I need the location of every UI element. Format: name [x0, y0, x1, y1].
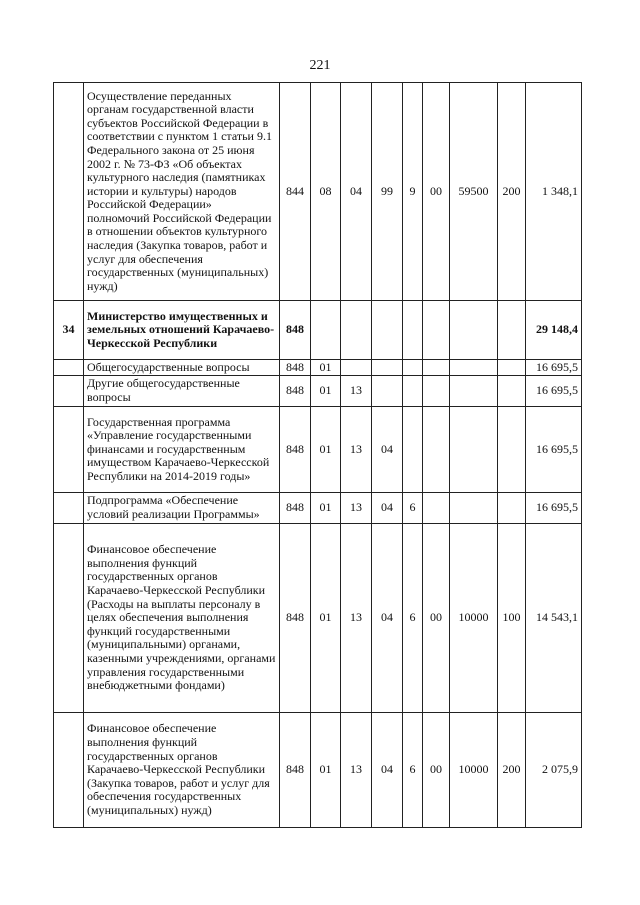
expense-type-code — [498, 493, 526, 524]
subprogram-code: 9 — [403, 83, 423, 301]
table-row — [54, 360, 582, 376]
subprogram-code — [403, 360, 423, 376]
section-code: 01 — [311, 376, 341, 407]
subprogram-code: 6 — [403, 493, 423, 524]
budget-table — [53, 82, 582, 828]
subsection-code: 13 — [341, 407, 372, 493]
row-sum: 2 075,9 — [526, 713, 582, 828]
row-number — [54, 493, 84, 524]
row-number — [54, 360, 84, 376]
section-code — [311, 301, 341, 360]
direction-code: 00 — [423, 83, 450, 301]
ministry-code: 848 — [280, 524, 311, 713]
direction-code: 00 — [423, 713, 450, 828]
ministry-code: 848 — [280, 493, 311, 524]
expense-type-code: 100 — [498, 524, 526, 713]
program-code — [372, 301, 403, 360]
subsection-code — [341, 360, 372, 376]
expense-code: 59500 — [450, 83, 498, 301]
row-number — [54, 83, 84, 301]
table-row — [54, 407, 582, 493]
expense-type-code — [498, 376, 526, 407]
table-row — [54, 493, 582, 524]
section-code: 01 — [311, 713, 341, 828]
expense-code — [450, 493, 498, 524]
ministry-code: 848 — [280, 713, 311, 828]
row-sum: 16 695,5 — [526, 376, 582, 407]
row-name: Другие общегосударственные вопросы — [84, 376, 280, 407]
row-number — [54, 407, 84, 493]
ministry-code: 848 — [280, 376, 311, 407]
ministry-code: 848 — [280, 360, 311, 376]
row-name: Государственная программа «Управление государственными финансами и государственным имуществом Карачаево-Черкесской Республики на 2014-2019 годы» — [84, 407, 280, 493]
expense-code — [450, 360, 498, 376]
page-number: 221 — [309, 58, 331, 73]
program-code: 99 — [372, 83, 403, 301]
section-code: 01 — [311, 360, 341, 376]
row-number: 34 — [54, 301, 84, 360]
row-sum: 14 543,1 — [526, 524, 582, 713]
row-sum: 16 695,5 — [526, 493, 582, 524]
program-code — [372, 360, 403, 376]
subsection-code: 13 — [341, 713, 372, 828]
program-code: 04 — [372, 407, 403, 493]
row-sum: 1 348,1 — [526, 83, 582, 301]
direction-code: 00 — [423, 524, 450, 713]
ministry-code: 848 — [280, 407, 311, 493]
row-sum: 29 148,4 — [526, 301, 582, 360]
row-name: Министерство имущественных и земельных отношений Карачаево-Черкесской Республики — [84, 301, 280, 360]
subprogram-code — [403, 407, 423, 493]
direction-code — [423, 376, 450, 407]
expense-type-code — [498, 407, 526, 493]
row-sum: 16 695,5 — [526, 360, 582, 376]
table-row — [54, 376, 582, 407]
section-code: 08 — [311, 83, 341, 301]
subprogram-code: 6 — [403, 524, 423, 713]
expense-type-code — [498, 301, 526, 360]
direction-code — [423, 301, 450, 360]
expense-type-code: 200 — [498, 713, 526, 828]
expense-type-code: 200 — [498, 83, 526, 301]
section-code: 01 — [311, 493, 341, 524]
subsection-code — [341, 301, 372, 360]
direction-code — [423, 407, 450, 493]
expense-code — [450, 376, 498, 407]
table-row — [54, 713, 582, 828]
expense-code — [450, 407, 498, 493]
row-name: Финансовое обеспечение выполнения функций государственных органов Карачаево-Черкесской Республики (Расходы на выплаты персоналу в целях обеспечения выполнения функций государственными (муниципальными) органами, казенными учреждениями, органами управления государственными внебюджетными фондами) — [84, 524, 280, 713]
section-code: 01 — [311, 524, 341, 713]
row-sum: 16 695,5 — [526, 407, 582, 493]
ministry-code: 848 — [280, 301, 311, 360]
table-row — [54, 301, 582, 360]
direction-code — [423, 360, 450, 376]
table-row — [54, 83, 582, 301]
program-code: 04 — [372, 524, 403, 713]
expense-code — [450, 301, 498, 360]
subprogram-code: 6 — [403, 713, 423, 828]
subsection-code: 13 — [341, 524, 372, 713]
row-number — [54, 524, 84, 713]
subsection-code: 04 — [341, 83, 372, 301]
subsection-code: 13 — [341, 376, 372, 407]
direction-code — [423, 493, 450, 524]
row-name: Подпрограмма «Обеспечение условий реализации Программы» — [84, 493, 280, 524]
row-number — [54, 376, 84, 407]
subprogram-code — [403, 376, 423, 407]
row-number — [54, 713, 84, 828]
subprogram-code — [403, 301, 423, 360]
table-row — [54, 524, 582, 713]
expense-code: 10000 — [450, 713, 498, 828]
program-code: 04 — [372, 493, 403, 524]
subsection-code: 13 — [341, 493, 372, 524]
row-name: Осуществление переданных органам государственной власти субъектов Российской Федерации в соответствии с пунктом 1 статьи 9.1 Федерального закона от 25 июня 2002 г. № 73-ФЗ «Об объектах культурного наследия (памятниках истории и культуры) народов Российской Федерации» полномочий Российской Федерации в отношении объектов культурного наследия (Закупка товаров, работ и услуг для обеспечения государственных (муниципальных) нужд) — [84, 83, 280, 301]
program-code: 04 — [372, 713, 403, 828]
ministry-code: 844 — [280, 83, 311, 301]
program-code — [372, 376, 403, 407]
expense-code: 10000 — [450, 524, 498, 713]
expense-type-code — [498, 360, 526, 376]
section-code: 01 — [311, 407, 341, 493]
row-name: Финансовое обеспечение выполнения функций государственных органов Карачаево-Черкесской Республики (Закупка товаров, работ и услуг для обеспечения государственных (муниципальных) нужд) — [84, 713, 280, 828]
row-name: Общегосударственные вопросы — [84, 360, 280, 376]
